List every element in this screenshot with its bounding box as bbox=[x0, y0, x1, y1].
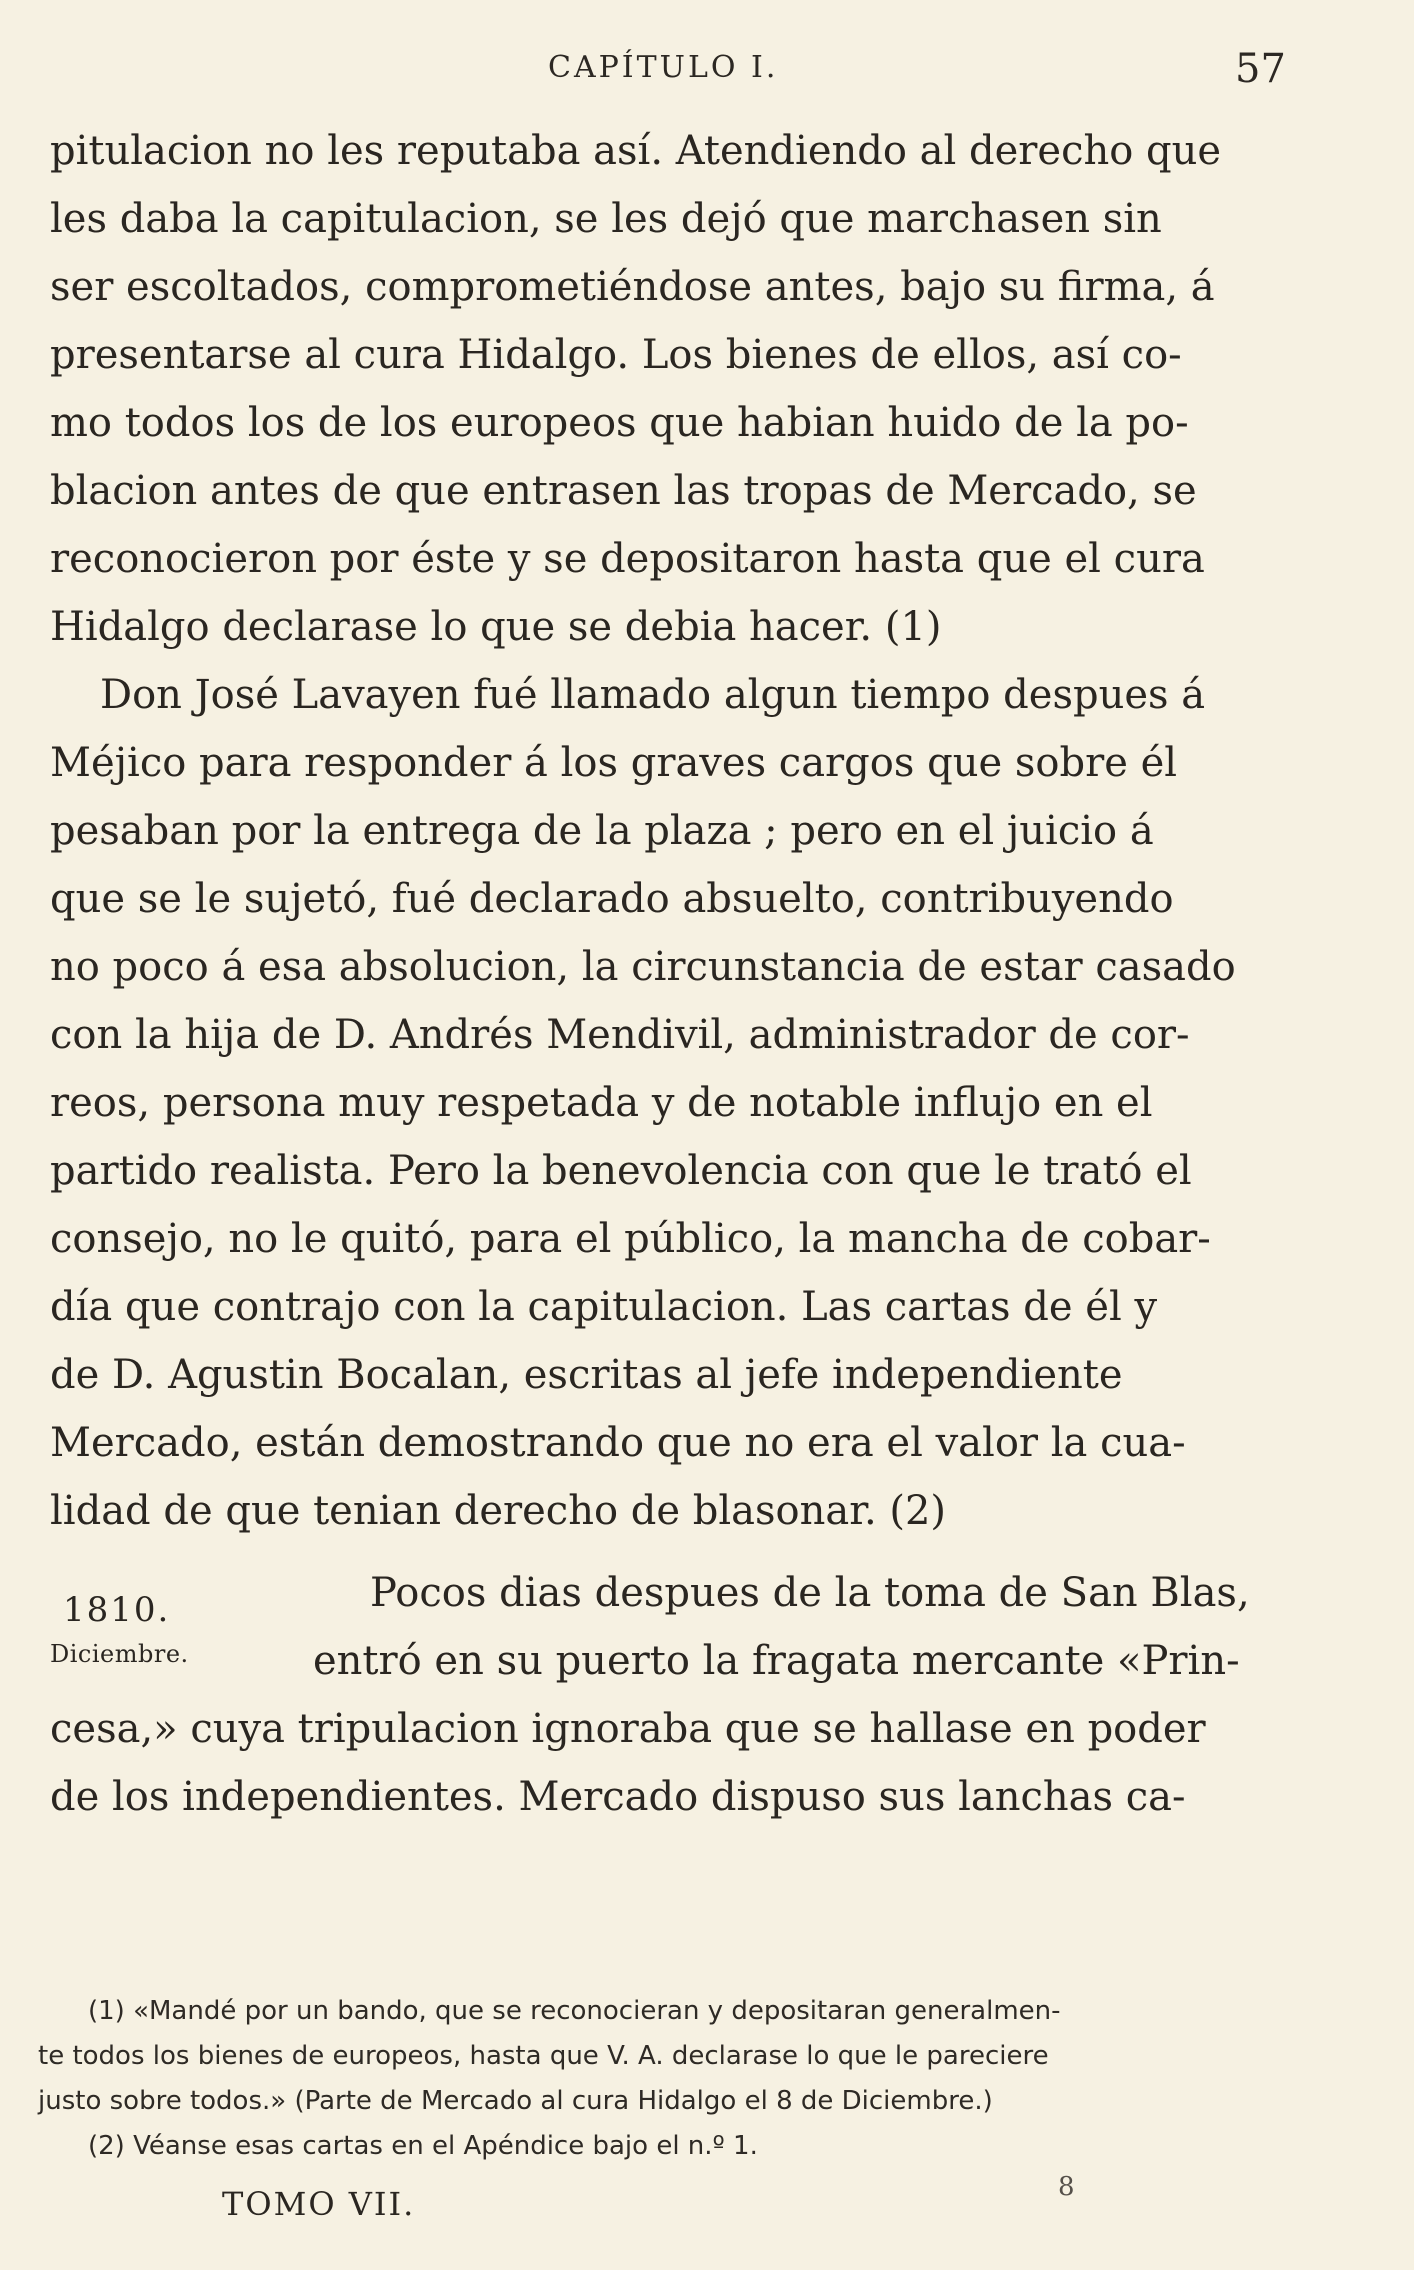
volume-label: TOMO VII. bbox=[222, 2185, 416, 2223]
chapter-heading: CAPÍTULO I. bbox=[548, 50, 779, 85]
body-line: pesaban por la entrega de la plaza ; pero en el juicio á bbox=[50, 808, 1154, 854]
body-line: que se le sujetó, fué declarado absuelto, contribuyendo bbox=[50, 876, 1174, 922]
body-line: cesa,» cuya tripulacion ignoraba que se hallase en poder bbox=[50, 1706, 1206, 1752]
body-line: entró en su puerto la fragata mercante «Prin- bbox=[313, 1638, 1240, 1684]
margin-month: Diciembre. bbox=[50, 1640, 189, 1668]
body-line: reos, persona muy respetada y de notable influjo en el bbox=[50, 1080, 1153, 1126]
body-line: con la hija de D. Andrés Mendivil, administrador de cor- bbox=[50, 1012, 1190, 1058]
body-line: Hidalgo declarase lo que se debia hacer. (1) bbox=[50, 604, 942, 650]
body-line: mo todos los de los europeos que habian huido de la po- bbox=[50, 400, 1189, 446]
body-line: presentarse al cura Hidalgo. Los bienes de ellos, así co- bbox=[50, 332, 1182, 378]
body-line: pitulacion no les reputaba así. Atendiendo al derecho que bbox=[50, 128, 1222, 174]
body-line: Mercado, están demostrando que no era el valor la cua- bbox=[50, 1420, 1186, 1466]
body-line: de los independientes. Mercado dispuso sus lanchas ca- bbox=[50, 1774, 1186, 1820]
body-line: blacion antes de que entrasen las tropas de Mercado, se bbox=[50, 468, 1197, 514]
body-line: partido realista. Pero la benevolencia con que le trató el bbox=[50, 1148, 1192, 1194]
margin-year: 1810. bbox=[63, 1590, 171, 1630]
body-line: Pocos dias despues de la toma de San Blas, bbox=[370, 1570, 1250, 1616]
footnote-line: (1) «Mandé por un bando, que se reconocieran y depositaran generalmen- bbox=[88, 1996, 1061, 2026]
footnote-line: (2) Véanse esas cartas en el Apéndice bajo el n.º 1. bbox=[88, 2131, 758, 2161]
body-line: ser escoltados, comprometiéndose antes, bajo su firma, á bbox=[50, 264, 1215, 310]
body-line: de D. Agustin Bocalan, escritas al jefe independiente bbox=[50, 1352, 1123, 1398]
body-line: Méjico para responder á los graves cargos que sobre él bbox=[50, 740, 1178, 786]
body-line: lidad de que tenian derecho de blasonar. (2) bbox=[50, 1488, 947, 1534]
body-line: día que contrajo con la capitulacion. Las cartas de él y bbox=[50, 1284, 1158, 1330]
body-line: les daba la capitulacion, se les dejó que marchasen sin bbox=[50, 196, 1162, 242]
body-line: consejo, no le quitó, para el público, la mancha de cobar- bbox=[50, 1216, 1211, 1262]
body-line: no poco á esa absolucion, la circunstancia de estar casado bbox=[50, 944, 1236, 990]
body-line: reconocieron por éste y se depositaron hasta que el cura bbox=[50, 536, 1205, 582]
body-line: Don José Lavayen fué llamado algun tiempo despues á bbox=[100, 672, 1206, 718]
signature-mark: 8 bbox=[1058, 2172, 1075, 2202]
footnote-line: te todos los bienes de europeos, hasta que V. A. declarase lo que le pareciere bbox=[38, 2041, 1049, 2071]
footnote-line: justo sobre todos.» (Parte de Mercado al cura Hidalgo el 8 de Diciembre.) bbox=[38, 2086, 993, 2116]
page-number: 57 bbox=[1235, 46, 1286, 92]
